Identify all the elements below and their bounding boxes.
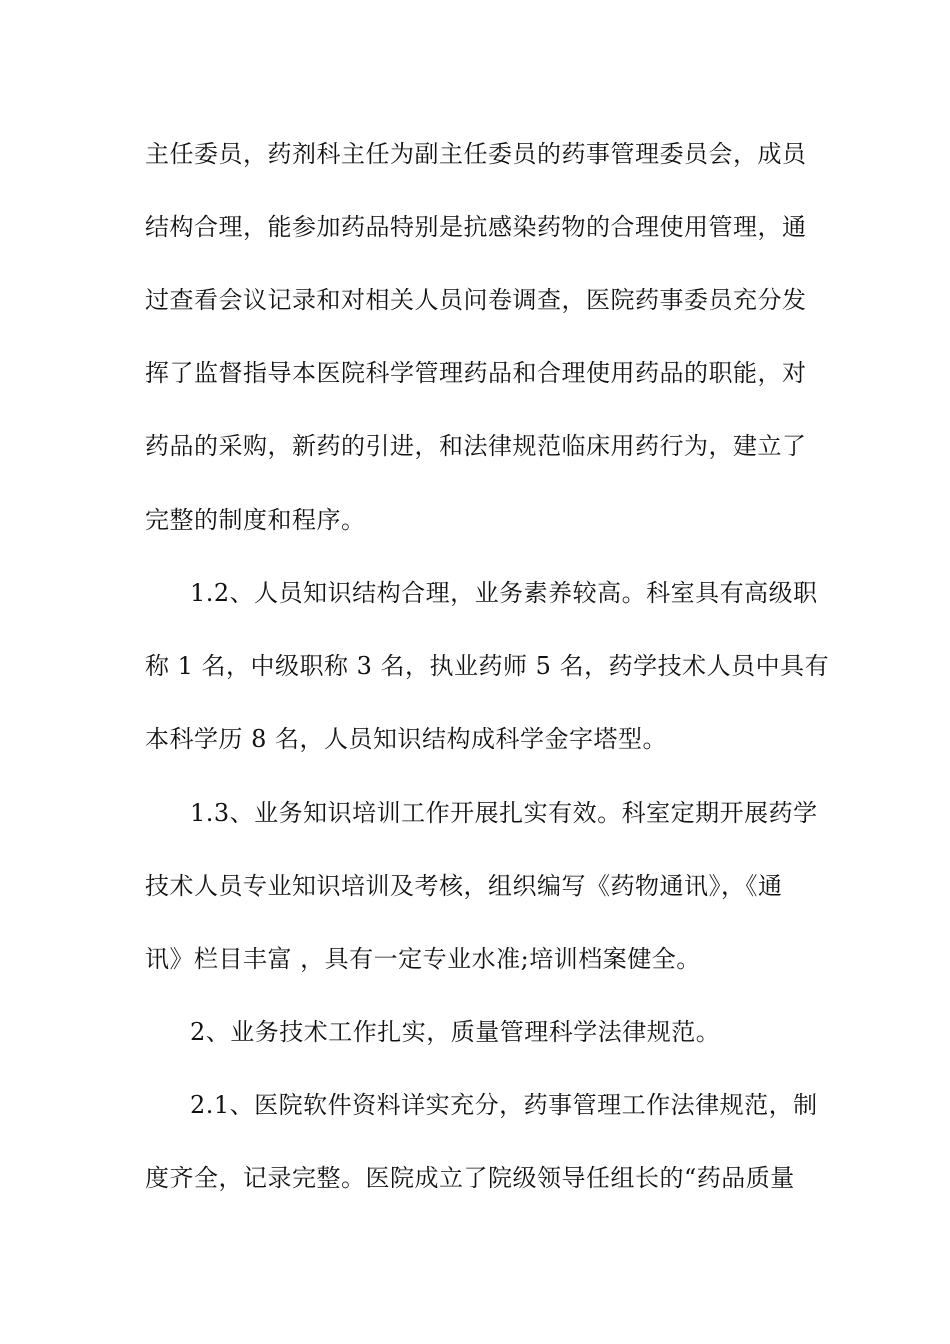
text-line: 1.2、人员知识结构合理，业务素养较高。科室具有高级职 bbox=[190, 579, 818, 607]
text-line: 1.3、业务知识培训工作开展扎实有效。科室定期开展药学 bbox=[190, 799, 818, 827]
text-line: 技术人员专业知识培训及考核，组织编写《药物通讯》，《通 bbox=[145, 872, 783, 900]
text-line: 结构合理，能参加药品特别是抗感染药物的合理使用管理，通 bbox=[145, 213, 807, 241]
text-line: 2、业务技术工作扎实，质量管理科学法律规范。 bbox=[190, 1018, 721, 1046]
text-line: 2.1、医院软件资料详实充分，药事管理工作法律规范，制 bbox=[190, 1091, 818, 1119]
text-line: 讯》栏目丰富 ，具有一定专业水准;培训档案健全。 bbox=[145, 945, 701, 973]
text-line: 药品的采购，新药的引进，和法律规范临床用药行为，建立了 bbox=[145, 432, 807, 460]
text-line: 过查看会议记录和对相关人员问卷调查，医院药事委员充分发 bbox=[145, 286, 807, 314]
text-line: 挥了监督指导本医院科学管理药品和合理使用药品的职能，对 bbox=[145, 359, 807, 387]
text-line: 度齐全，记录完整。医院成立了院级领导任组长的“药品质量 bbox=[145, 1164, 795, 1192]
text-line: 完整的制度和程序。 bbox=[145, 506, 366, 534]
text-line: 称 1 名，中级职称 3 名，执业药师 5 名，药学技术人员中具有 bbox=[145, 652, 830, 680]
text-line: 本科学历 8 名，人员知识结构成科学金字塔型。 bbox=[145, 725, 668, 753]
text-line: 主任委员，药剂科主任为副主任委员的药事管理委员会，成员 bbox=[145, 140, 807, 168]
